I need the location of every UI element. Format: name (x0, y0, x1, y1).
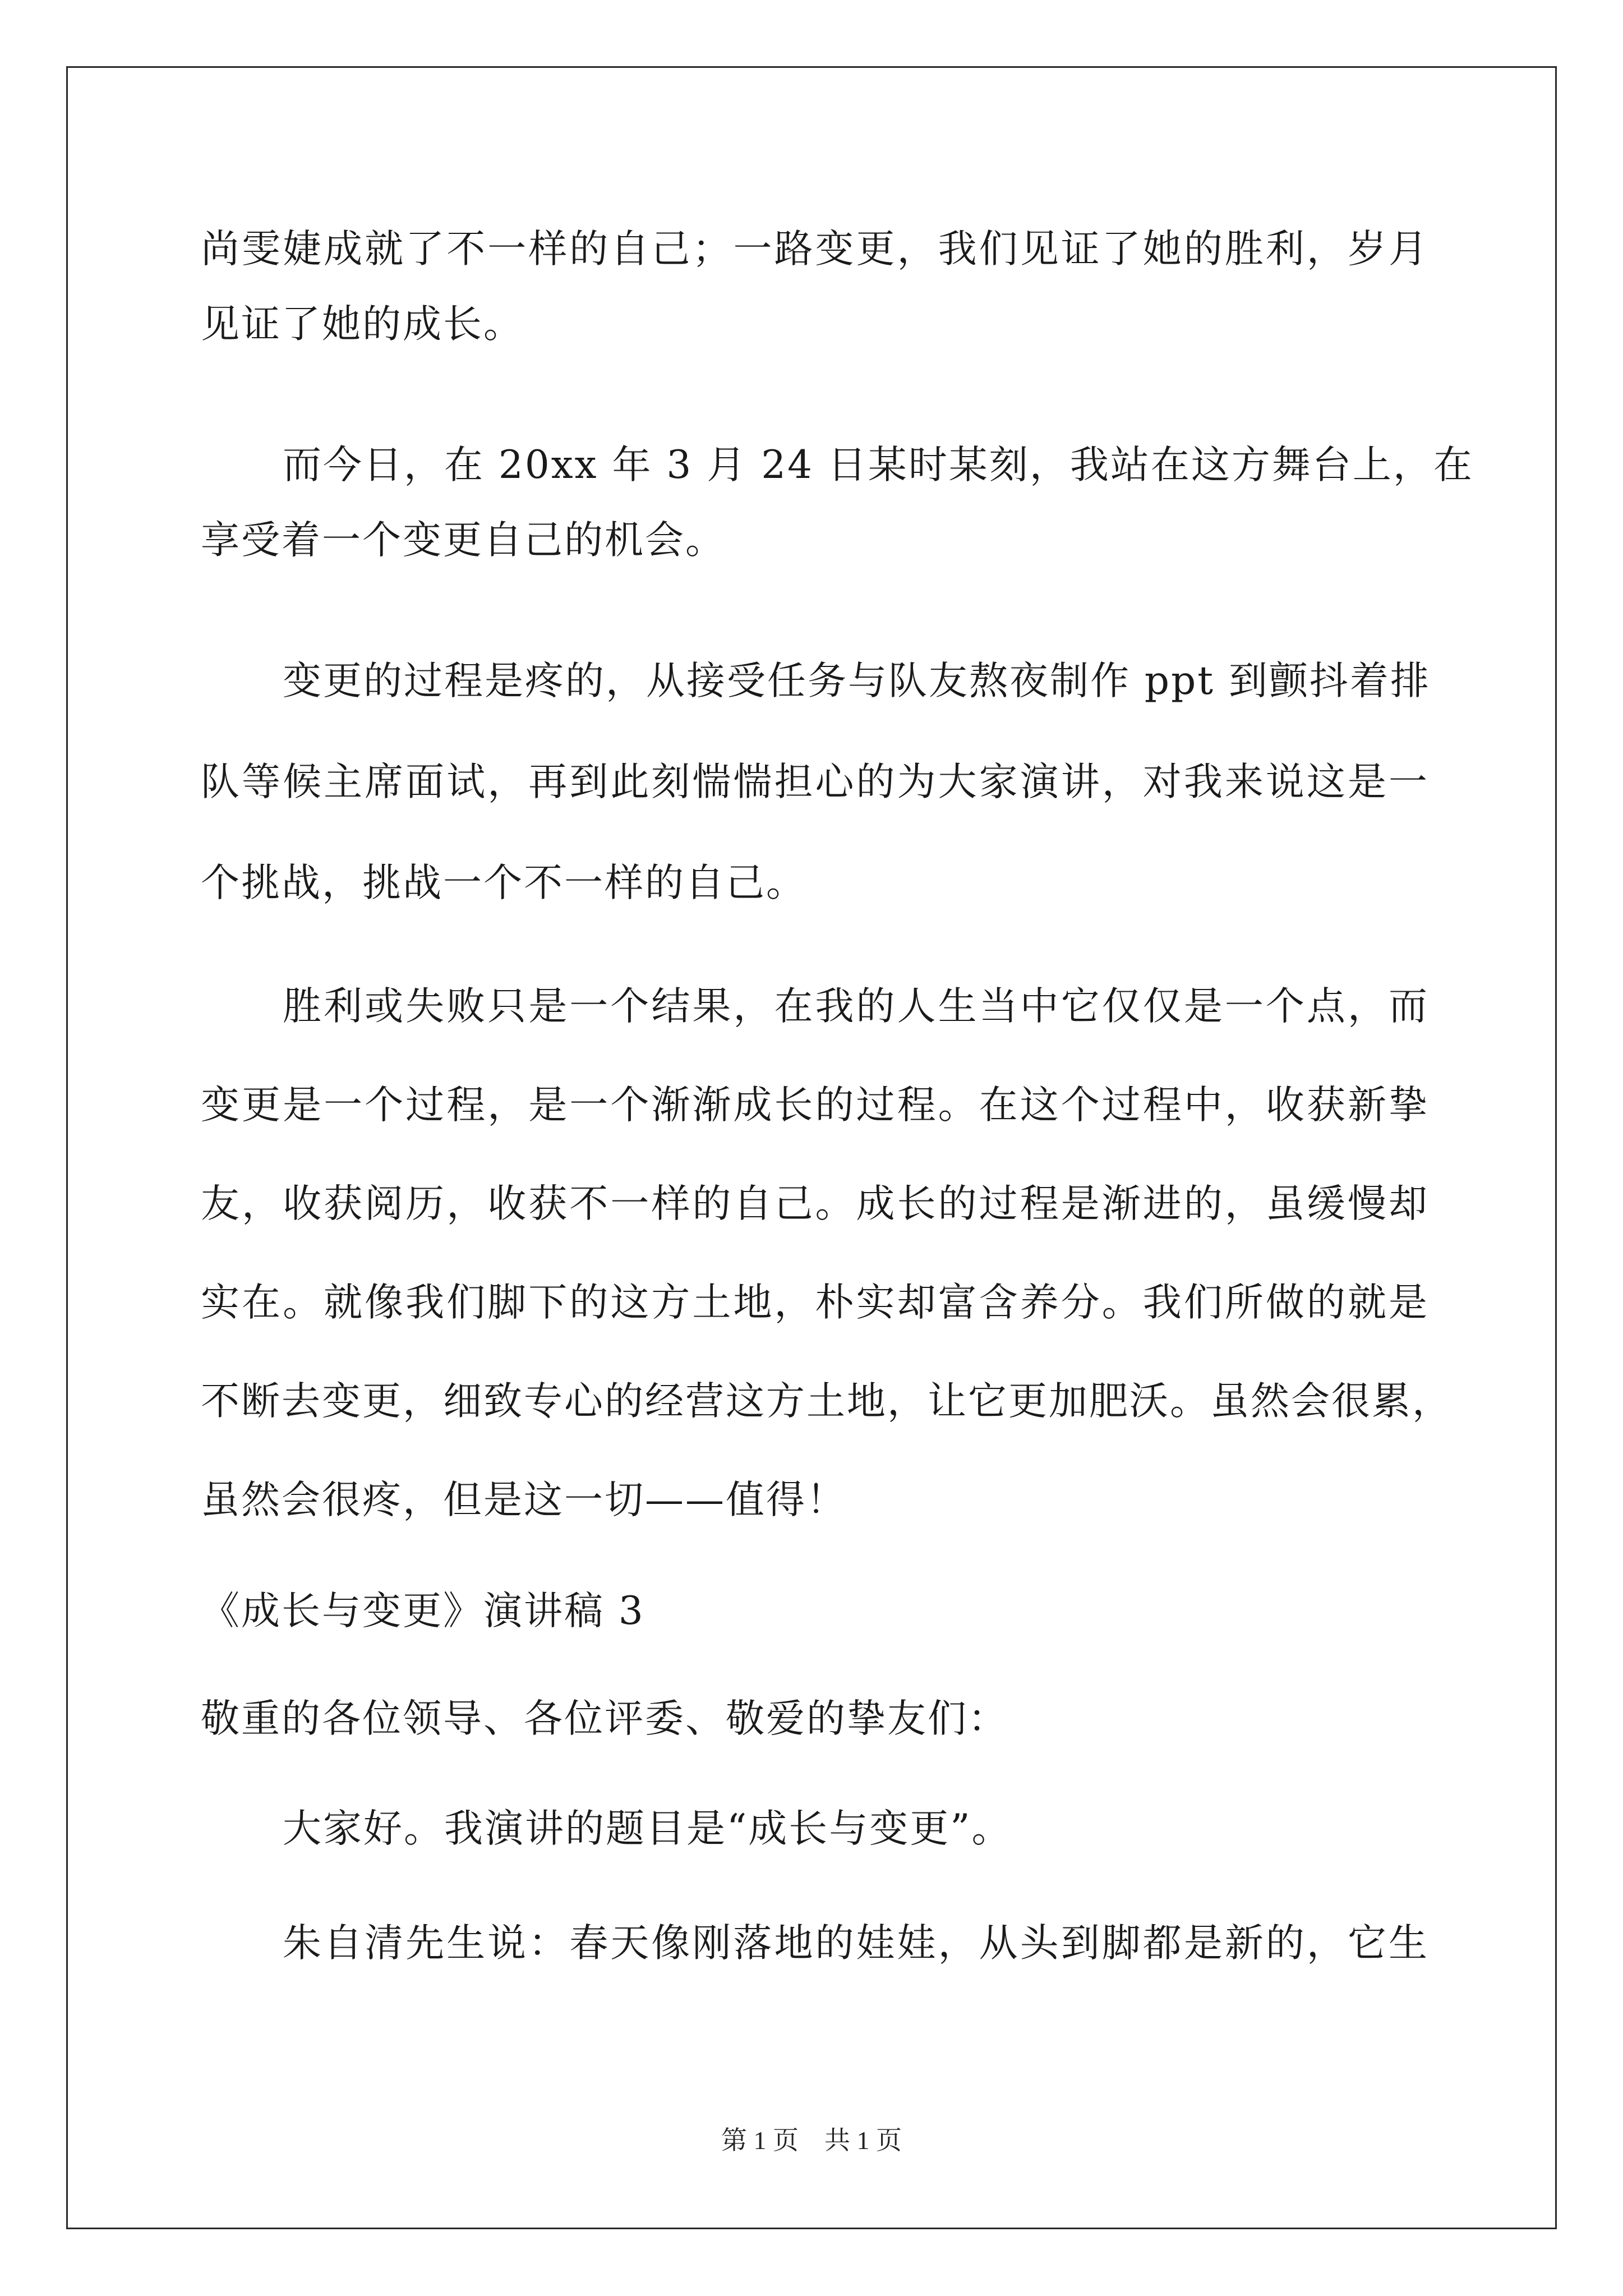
paragraph-line: 尚雯婕成就了不一样的自己；一路变更，我们见证了她的胜利，岁月 (201, 227, 1429, 272)
paragraph-line: 变更的过程是疼的，从接受任务与队友熬夜制作 ppt 到颤抖着排 (283, 659, 1431, 703)
paragraph-line: 个挑战，挑战一个不一样的自己。 (201, 861, 806, 905)
paragraph-line: 虽然会很疼，但是这一切——值得！ (201, 1478, 847, 1522)
paragraph-line: 见证了她的成长。 (201, 302, 524, 347)
paragraph-line: 变更是一个过程，是一个渐渐成长的过程。在这个过程中，收获新挚 (201, 1083, 1429, 1128)
paragraph-line: 而今日，在 20xx 年 3 月 24 日某时某刻，我站在这方舞台上，在 (283, 443, 1474, 487)
paragraph-line: 实在。就像我们脚下的这方土地，朴实却富含养分。我们所做的就是 (201, 1280, 1429, 1325)
paragraph-line: 不断去变更，细致专心的经营这方土地，让它更加肥沃。虽然会很累， (201, 1379, 1453, 1424)
paragraph-line: 朱自清先生说：春天像刚落地的娃娃，从头到脚都是新的，它生 (283, 1921, 1429, 1966)
paragraph-line: 享受着一个变更自己的机会。 (201, 518, 726, 563)
section-heading: 《成长与变更》演讲稿 3 (201, 1589, 645, 1634)
paragraph-line: 大家好。我演讲的题目是“成长与变更”。 (283, 1806, 1012, 1851)
page-border (66, 66, 1557, 2229)
paragraph-line: 友，收获阅历，收获不一样的自己。成长的过程是渐进的，虽缓慢却 (201, 1181, 1429, 1226)
page-footer: 第 1 页 共 1 页 (721, 2126, 902, 2155)
salutation: 敬重的各位领导、各位评委、敬爱的挚友们： (201, 1696, 1008, 1741)
paragraph-line: 队等候主席面试，再到此刻惴惴担心的为大家演讲，对我来说这是一 (201, 760, 1429, 804)
paragraph-line: 胜利或失败只是一个结果，在我的人生当中它仅仅是一个点，而 (283, 984, 1429, 1029)
